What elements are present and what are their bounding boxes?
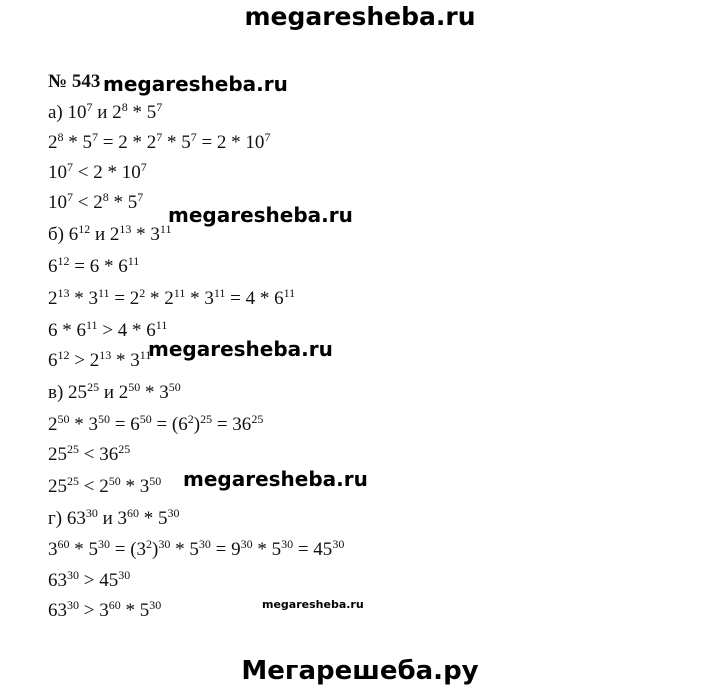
line-d-step1: $3^{60} * 5^{30} = (3^2)^{30} * 5^{30} = 9^{30} * 5^{30} = 45^{30}$ xyxy=(48,537,345,560)
line-b-title: б) $6^{12}$ и $2^{13} * 3^{11}$ xyxy=(48,222,172,245)
line-d-title: г) $63^{30}$ и $3^{60} * 5^{30}$ xyxy=(48,506,180,529)
watermark-bottom: Мегарешеба.ру xyxy=(241,656,479,686)
line-c-title: в) $25^{25}$ и $2^{50} * 3^{50}$ xyxy=(48,380,181,403)
watermark-inline-3: megaresheba.ru xyxy=(148,337,333,361)
line-a-result: $10^7 < 2^8 * 5^7$ xyxy=(48,190,144,213)
watermark-top: megaresheba.ru xyxy=(244,2,476,31)
watermark-inline-1: megaresheba.ru xyxy=(103,72,288,96)
problem-number: № 543 xyxy=(48,71,101,92)
line-b-step1: $6^{12} = 6 * 6^{11}$ xyxy=(48,254,140,277)
watermark-inline-4: megaresheba.ru xyxy=(183,467,368,491)
line-d-step2: $63^{30} > 45^{30}$ xyxy=(48,568,131,591)
line-b-step2: $2^{13} * 3^{11} = 2^2 * 2^{11} * 3^{11} = 4 * 6^{11}$ xyxy=(48,286,296,309)
line-a-step1: $2^8 * 5^7 = 2 * 2^7 * 5^7 = 2 * 10^7$ xyxy=(48,130,271,153)
watermark-inline-2: megaresheba.ru xyxy=(168,203,353,227)
line-b-step3: $6 * 6^{11} > 4 * 6^{11}$ xyxy=(48,318,168,341)
line-c-step2: $25^{25} < 36^{25}$ xyxy=(48,442,131,465)
line-d-result: $63^{30} > 3^{60} * 5^{30}$ xyxy=(48,598,162,621)
line-c-step1: $2^{50} * 3^{50} = 6^{50} = (6^2)^{25} = 36^{25}$ xyxy=(48,412,264,435)
line-a-step2: $10^7 < 2 * 10^7$ xyxy=(48,160,147,183)
line-b-result: $6^{12} > 2^{13} * 3^{11}$ xyxy=(48,348,152,371)
line-a-title: а) $10^7$ и $2^8 * 5^7$ xyxy=(48,100,163,123)
watermark-small: megaresheba.ru xyxy=(262,598,364,611)
line-c-result: $25^{25} < 2^{50} * 3^{50}$ xyxy=(48,474,162,497)
